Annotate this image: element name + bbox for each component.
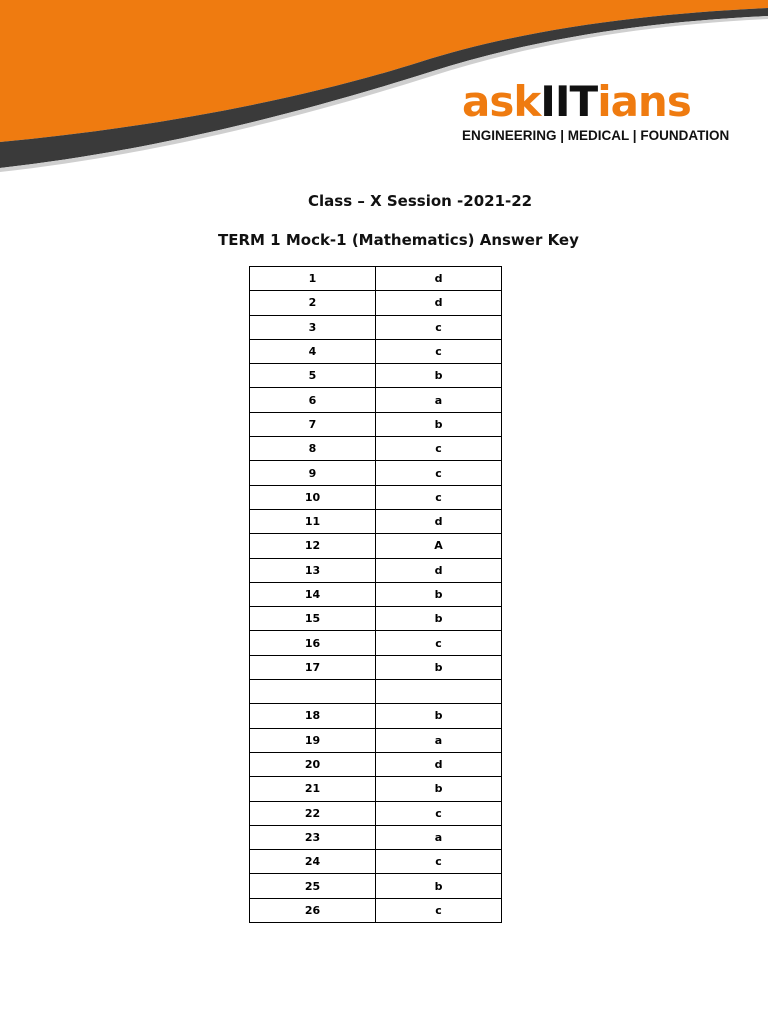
answer-cell: b — [376, 582, 502, 606]
question-number-cell: 1 — [250, 267, 376, 291]
answer-cell: c — [376, 461, 502, 485]
answer-cell: c — [376, 315, 502, 339]
question-number-cell: 14 — [250, 582, 376, 606]
table-row — [250, 412, 502, 436]
answer-cell: A — [376, 534, 502, 558]
table-row — [250, 752, 502, 776]
question-number-cell: 13 — [250, 558, 376, 582]
question-number-cell: 9 — [250, 461, 376, 485]
table-row — [250, 704, 502, 728]
logo-part-iit: IIT — [540, 77, 598, 126]
table-row — [250, 631, 502, 655]
question-number-cell: 21 — [250, 777, 376, 801]
table-row — [250, 509, 502, 533]
table-row — [250, 801, 502, 825]
question-number-cell: 20 — [250, 752, 376, 776]
question-number-cell: 12 — [250, 534, 376, 558]
table-row — [250, 364, 502, 388]
answer-cell: a — [376, 825, 502, 849]
answer-cell — [376, 680, 502, 704]
table-row — [250, 582, 502, 606]
answer-cell: c — [376, 631, 502, 655]
logo-wordmark — [462, 77, 722, 126]
answer-cell: b — [376, 777, 502, 801]
answer-cell: c — [376, 437, 502, 461]
question-number-cell: 19 — [250, 728, 376, 752]
question-number-cell: 10 — [250, 485, 376, 509]
answer-cell: c — [376, 485, 502, 509]
question-number-cell: 16 — [250, 631, 376, 655]
table-row — [250, 874, 502, 898]
table-row — [250, 437, 502, 461]
answer-cell: c — [376, 339, 502, 363]
answer-cell: b — [376, 655, 502, 679]
table-row — [250, 558, 502, 582]
answer-cell: d — [376, 558, 502, 582]
question-number-cell: 18 — [250, 704, 376, 728]
question-number-cell: 24 — [250, 850, 376, 874]
table-row — [250, 777, 502, 801]
table-row — [250, 850, 502, 874]
table-row — [250, 315, 502, 339]
table-row — [250, 728, 502, 752]
answer-cell: c — [376, 801, 502, 825]
table-row — [250, 291, 502, 315]
answer-cell: c — [376, 898, 502, 922]
question-number-cell: 8 — [250, 437, 376, 461]
logo-part-ians: ians — [597, 77, 691, 126]
question-number-cell: 23 — [250, 825, 376, 849]
table-row — [250, 825, 502, 849]
question-number-cell: 5 — [250, 364, 376, 388]
question-number-cell: 25 — [250, 874, 376, 898]
logo-tagline: ENGINEERING | MEDICAL | FOUNDATION — [462, 128, 730, 143]
answer-cell: d — [376, 267, 502, 291]
table-row — [250, 655, 502, 679]
answer-key-table — [249, 266, 502, 923]
answer-cell: b — [376, 704, 502, 728]
question-number-cell: 11 — [250, 509, 376, 533]
answer-cell: c — [376, 850, 502, 874]
answer-cell: a — [376, 728, 502, 752]
answer-cell: a — [376, 388, 502, 412]
answer-key-body — [250, 267, 502, 923]
brand-logo — [462, 77, 730, 143]
question-number-cell: 17 — [250, 655, 376, 679]
table-row — [250, 680, 502, 704]
answer-cell: d — [376, 752, 502, 776]
table-row — [250, 607, 502, 631]
table-row — [250, 339, 502, 363]
question-number-cell: 22 — [250, 801, 376, 825]
answer-cell: b — [376, 874, 502, 898]
logo-part-ask: ask — [462, 77, 541, 126]
question-number-cell: 6 — [250, 388, 376, 412]
question-number-cell — [250, 680, 376, 704]
table-row — [250, 267, 502, 291]
answer-cell: d — [376, 509, 502, 533]
question-number-cell: 4 — [250, 339, 376, 363]
table-row — [250, 388, 502, 412]
question-number-cell: 3 — [250, 315, 376, 339]
question-number-cell: 2 — [250, 291, 376, 315]
answer-cell: b — [376, 364, 502, 388]
table-row — [250, 534, 502, 558]
answer-cell: b — [376, 607, 502, 631]
table-row — [250, 461, 502, 485]
table-row — [250, 485, 502, 509]
answer-cell: b — [376, 412, 502, 436]
question-number-cell: 15 — [250, 607, 376, 631]
answer-key-heading: TERM 1 Mock-1 (Mathematics) Answer Key — [218, 231, 579, 249]
table-row — [250, 898, 502, 922]
question-number-cell: 26 — [250, 898, 376, 922]
session-heading: Class – X Session -2021-22 — [308, 192, 533, 210]
question-number-cell: 7 — [250, 412, 376, 436]
answer-cell: d — [376, 291, 502, 315]
